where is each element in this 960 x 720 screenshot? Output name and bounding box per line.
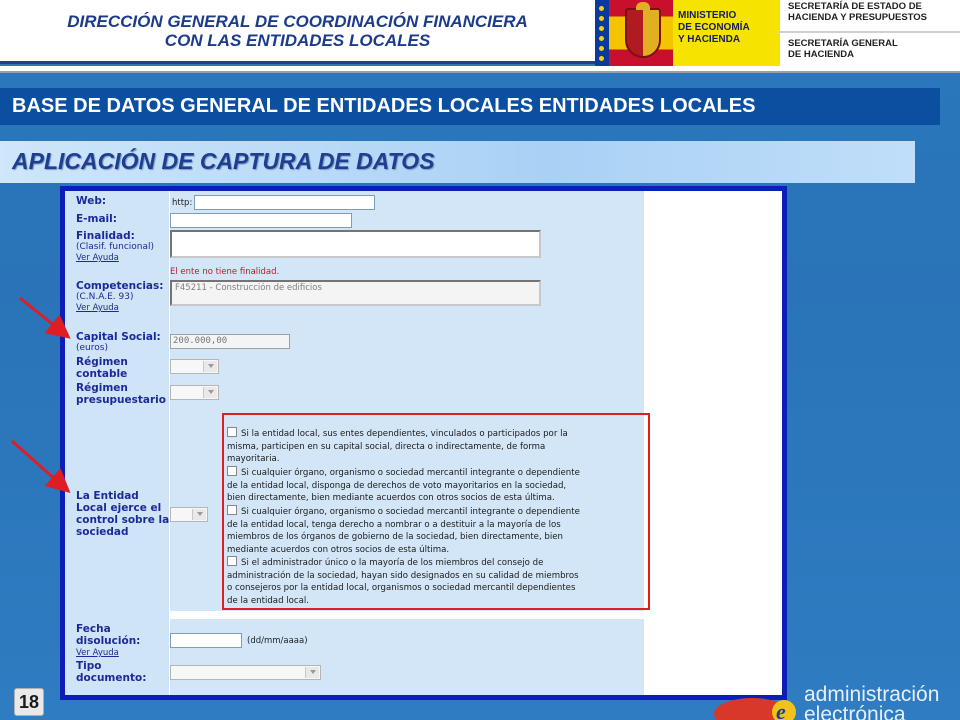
capital-social-sublabel: (euros) xyxy=(76,343,108,353)
red-arrow-icon xyxy=(12,441,66,489)
secretaria-estado-box xyxy=(776,0,960,33)
checkbox-icon[interactable] xyxy=(227,556,237,566)
header-title: DIRECCIÓN GENERAL DE COORDINACIÓN FINANCIERA CON LAS ENTIDADES LOCALES xyxy=(67,11,528,50)
finalidad-label: Finalidad: xyxy=(76,230,135,242)
competencias-sublabel: (C.N.A.E. 93) xyxy=(76,292,134,302)
application-title: APLICACIÓN DE CAPTURA DE DATOS xyxy=(12,148,435,174)
database-banner: BASE DE DATOS GENERAL DE ENTIDADES LOCALES ENTIDADES LOCALES xyxy=(0,88,940,125)
chevron-down-icon xyxy=(208,390,214,394)
web-input[interactable] xyxy=(194,195,375,210)
regimen-presupuestario-select[interactable] xyxy=(170,385,219,400)
ministerio-label: MINISTERIO DE ECONOMÍA Y HACIENDA xyxy=(678,10,750,45)
competencias-help-link[interactable]: Ver Ayuda xyxy=(76,303,119,313)
form-panel xyxy=(65,191,782,695)
control-option-4[interactable] xyxy=(227,556,647,607)
capital-social-input[interactable]: 200.000,00 xyxy=(170,334,290,349)
ministerio-box xyxy=(673,0,776,66)
logo-line-1: administración xyxy=(804,683,940,706)
header-divider xyxy=(0,66,960,73)
web-prefix: http: xyxy=(172,198,193,208)
fecha-disolucion-help-link[interactable]: Ver Ayuda xyxy=(76,648,119,658)
regimen-contable-label: Régimen contable xyxy=(76,356,128,380)
control-option-3[interactable] xyxy=(227,505,647,556)
eu-flag-icon xyxy=(595,0,609,66)
control-option-1-text: Si la entidad local, sus entes dependientes, vinculados o participados por la misma, participen en su capital social, directa o indirectamente, de forma mayoritaria. xyxy=(227,429,568,464)
finalidad-error: El ente no tiene finalidad. xyxy=(170,267,280,277)
tipo-documento-label: Tipo documento: xyxy=(76,660,147,684)
control-label: La Entidad Local ejerce el control sobre la sociedad xyxy=(76,490,170,538)
regimen-contable-select[interactable] xyxy=(170,359,219,374)
competencias-textarea[interactable]: F45211 - Construcción de edificios xyxy=(170,280,541,306)
checkbox-icon[interactable] xyxy=(227,505,237,515)
label-column xyxy=(65,191,169,695)
checkbox-icon[interactable] xyxy=(227,466,237,476)
chevron-down-icon xyxy=(197,512,203,516)
checkbox-icon[interactable] xyxy=(227,427,237,437)
competencias-label: Competencias: xyxy=(76,280,164,292)
finalidad-textarea[interactable] xyxy=(170,230,541,258)
secretaria-general-label: SECRETARÍA GENERAL DE HACIENDA xyxy=(788,38,898,60)
email-input[interactable] xyxy=(170,213,352,228)
page-number: 18 xyxy=(14,688,44,716)
secretaria-general-box xyxy=(776,33,960,66)
control-option-1[interactable] xyxy=(227,427,647,466)
web-label: Web: xyxy=(76,195,107,207)
control-option-4-text: Si el administrador único o la mayoría de los miembros del consejo de administración de la sociedad, hayan sido designados en su calidad de miembros o consejeros por la entidad local, organismos o sociedad mercantil dependientes de la entidad local. xyxy=(227,558,579,606)
fecha-disolucion-hint: (dd/mm/aaaa) xyxy=(247,636,308,646)
capital-social-label: Capital Social: xyxy=(76,331,161,343)
chevron-down-icon xyxy=(310,670,316,674)
spain-coat-of-arms-icon xyxy=(609,0,673,66)
application-banner xyxy=(0,141,915,183)
administracion-electronica-logo-icon xyxy=(712,672,960,720)
fecha-disolucion-label: Fecha disolución: xyxy=(76,623,141,647)
tipo-documento-select[interactable] xyxy=(170,665,321,680)
row-separator xyxy=(170,611,644,619)
chevron-down-icon xyxy=(208,364,214,368)
control-option-3-text: Si cualquier órgano, organismo o sociedad mercantil integrante o dependiente de la entidad local, tenga derecho a nombrar o a destituir a la mayoría de los miembros de los órganos de gobierno de la sociedad, bien directamente, bien mediante acuerdos con otros socios de esta última. xyxy=(227,507,580,555)
secretaria-estado-label: SECRETARÍA DE ESTADO DE HACIENDA Y PRESUPUESTOS xyxy=(788,1,928,23)
control-option-2-text: Si cualquier órgano, organismo o sociedad mercantil integrante o dependiente de la entidad local, disponga de derechos de voto mayoritarios en la sociedad, bien directamente, bien mediante acuerdos con otros socios de esta última. xyxy=(227,468,580,503)
svg-text:e: e xyxy=(776,699,786,720)
logo-line-2: electrónica xyxy=(804,703,906,720)
finalidad-sublabel: (Clasif. funcional) xyxy=(76,242,154,252)
regimen-presupuestario-label: Régimen presupuestario xyxy=(76,382,166,406)
fecha-disolucion-input[interactable] xyxy=(170,633,242,648)
control-select[interactable] xyxy=(170,507,208,522)
header-title-box xyxy=(0,0,595,64)
email-label: E-mail: xyxy=(76,213,117,225)
control-option-2[interactable] xyxy=(227,466,647,505)
finalidad-help-link[interactable]: Ver Ayuda xyxy=(76,253,119,263)
